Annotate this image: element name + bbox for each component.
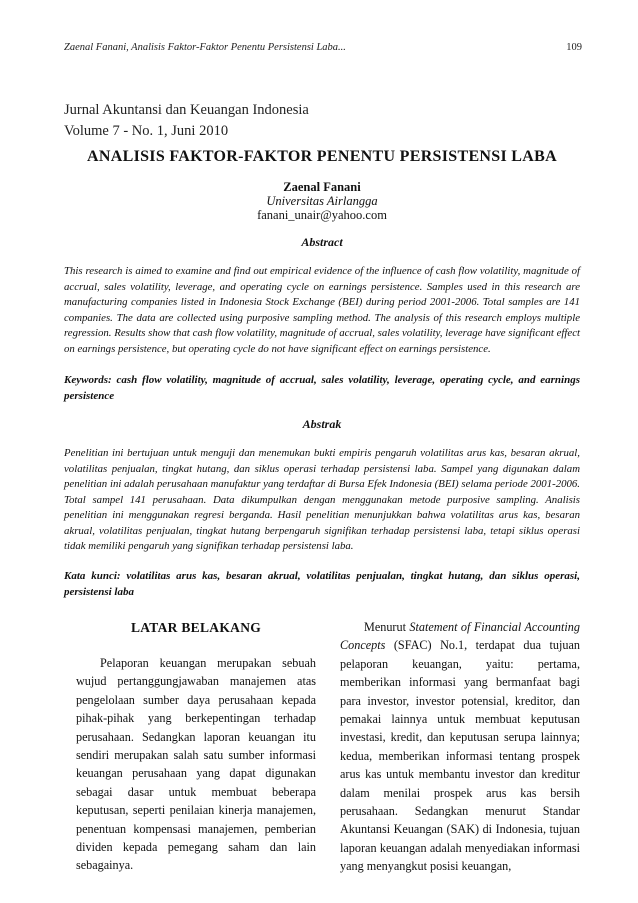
abstrak-heading: Abstrak (302, 417, 342, 431)
body-left-paragraph: Pelaporan keuangan merupakan sebuah wujud pertanggungjawaban manajemen atas pengelolaan sumber daya perusahaan kepada pihak-pihak yang berkepentingan terhadap perusahaan. Sedangkan laporan keuangan itu sendiri merupakan salah satu sumber informasi keuangan perusahaan yang dapat digunakan sebagai dasar untuk membuat beberapa keputusan, seperti penilaian kinerja manajemen, penentuan kompensasi manajemen, pemberian dividen kepada pemegang saham dan lain sebagainya. (76, 656, 316, 873)
right-lead-text: Menurut (364, 620, 410, 634)
paper-title: ANALISIS FAKTOR-FAKTOR PENENTU PERSISTENSI LABA (87, 148, 557, 165)
journal-volume: Volume 7 - No. 1, Juni 2010 (64, 123, 229, 139)
author-email: fanani_unair@yahoo.com (257, 208, 387, 222)
abstrak-text: Penelitian ini bertujuan untuk menguji dan menemukan bukti empiris pengaruh volatilitas arus kas, besaran akrual, volatilitas penjualan, tingkat hutang, dan siklus operasi terhadap persistensi laba. Sampel yang digunakan dalam penelitian ini adalah perusahaan manufaktur yang terdaftar di Bursa Efek Indonesia (BEI) selama periode 2001-2006. Total sampel 141 perusahaan. Data dikumpulkan dengan menggunakan metode purposive sampling. Analisis penelitian ini menggunakan regresi berganda. Hasil penelitian menunjukkan bahwa volatilitas arus kas, besaran akrual, volatilitas penjualan, tingkat hutang berpengaruh signifikan terhadap persistensi laba, tetapi siklus operasi tidak memiliki pengaruh yang signifikan terhadap persistensi laba. (64, 447, 580, 552)
section-heading: LATAR BELAKANG (130, 620, 262, 635)
body-right-paragraph (340, 618, 580, 876)
right-rest-text: (SFAC) No.1, terdapat dua tujuan pelaporan keuangan, yaitu: pertama, memberikan informasi yang bermanfaat bagi para investor, investor potensial, kreditor, dan pemakai lainnya untuk membuat keputusan investasi, kredit, dan keputusan serupa lainnya; kedua, memberikan informasi tentang prospek arus kas untuk membantu investor dan kreditur dalam menilai prospek arus kas bersih perusahaan. Sedangkan menurut Standar Akuntansi Keuangan (SAK) di Indonesia, tujuan laporan keuangan adalah menyediakan informasi yang menyangkut posisi keuangan, (340, 638, 580, 874)
running-header: Zaenal Fanani, Analisis Faktor-Faktor Penentu Persistensi Laba... (64, 42, 346, 53)
author-name: Zaenal Fanani (283, 180, 361, 194)
abstrak-keywords: Kata kunci: volatilitas arus kas, besaran akrual, volatilitas penjualan, tingkat hutang, dan siklus operasi, persistensi laba (64, 570, 580, 598)
page-number: 109 (566, 42, 582, 53)
journal-info (64, 100, 309, 142)
author-affiliation: Universitas Airlangga (266, 194, 378, 208)
right-italic-text: Statement of Financial Accounting Concepts (340, 620, 580, 653)
journal-name: Jurnal Akuntansi dan Keuangan Indonesia (64, 102, 309, 118)
abstract-heading: Abstract (301, 235, 343, 249)
abstract-text: This research is aimed to examine and find out empirical evidence of the influence of cash flow volatility, magnitude of accrual, sales volatility, leverage, and operating cycle on earnings persistence. Samples used in this research are manufacturing companies listed in Indonesia Stock Exchange (BEI) during period 2001-2006. Total samples are 141 companies. The data are collected using purposive sampling method. The analysis of this research employs multiple regression. Results show that cash flow volatility, magnitude of accrual, sales volatility, leverage have significant effect on earnings persistence, but operating cycle do not have significant effect on earnings persistence. (64, 265, 580, 355)
abstract-keywords: Keywords: cash flow volatility, magnitude of accrual, sales volatility, leverage, operating cycle, and earnings persistence (64, 374, 580, 402)
